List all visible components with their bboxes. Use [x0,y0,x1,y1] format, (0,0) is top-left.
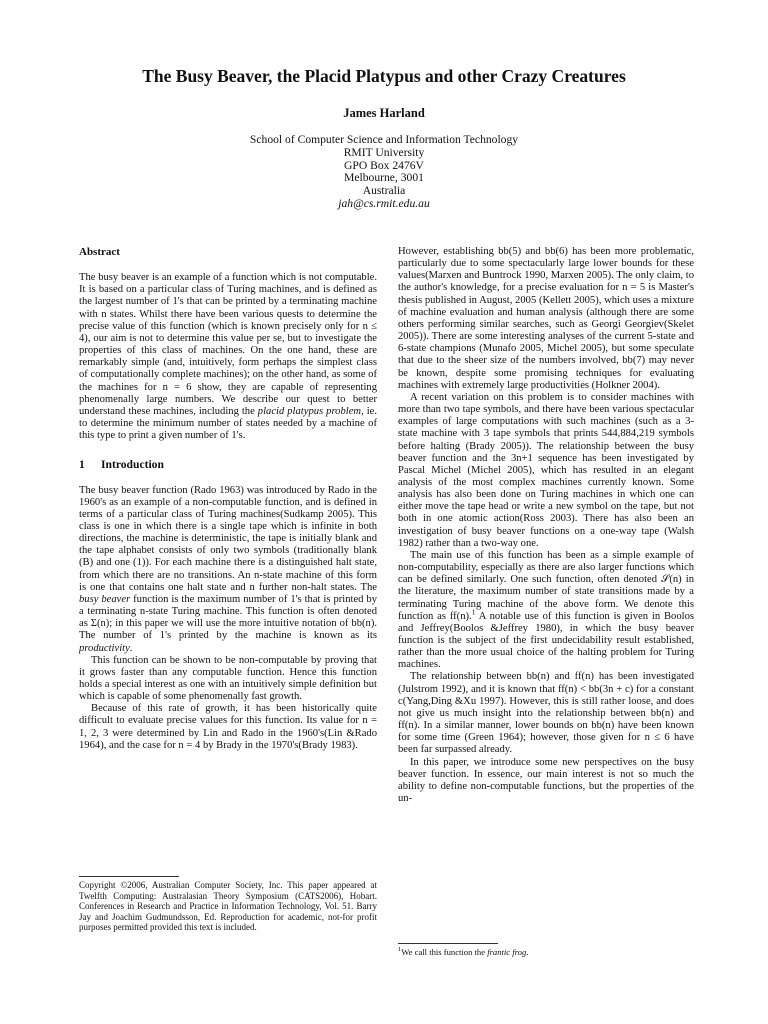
copyright-rule [79,876,179,877]
author-email[interactable]: jah@cs.rmit.edu.au [338,196,430,210]
right-paragraph-3 [398,550,694,672]
emphasis-productivity: productivity [79,642,130,654]
author-name: James Harland [343,106,425,120]
intro-paragraph-1 [79,485,377,655]
footnote-text: We call this function the [401,947,488,957]
body-text: function is the maximum number of 1's that is printed by a terminating n-state Turing machine. This function is often denoted as Σ(n); in this paper we will use the more intuitive notation of bb(n). The number of 1's printed by the machine is known as its [79,593,377,642]
right-paragraph-5: In this paper, we introduce some new perspectives on the busy beaver function. In essence, our main interest is not so much the ability to define non-computable functions, but the properties of the un- [398,756,694,805]
body-text: The busy beaver function (Rado 1963) was introduced by Rado in the 1960's as an example of a non-computable function, and is defined in terms of a particular class of Turing machines(Sudkamp 2005). This class is one in which there is a single tape which is infinite in both directions, the machine is deterministic, the tape is initially blank and the tape alphabet consists of only two symbols (traditionally blank (B) and one (1)). For each machine there is a distinguished halt state, from which there are no transitions. An n-state machine of this form is one that contains one halt state and n further non-halt states. The [79,484,377,593]
emphasis-busy-beaver: busy beaver [79,593,131,605]
affiliation-university: RMIT University [343,145,425,159]
affiliation-school: School of Computer Science and Information Technology [249,133,519,146]
section-title: Introduction [101,458,164,472]
right-paragraph-2: A recent variation on this problem is to consider machines with more than two tape symbols, and there have been various spectacular examples of large computations with such machines (such as a 3-state machine with 3 tape symbols that prints 544,884,219 symbols before halting (Brady 2005)). The relationship between the busy beaver function and the 3n+1 sequence has been investigated by Pascal Michel (Michel 2005), which has resulted in an elegant analysis of the most complex machines currently known. Some analysis has also been done on Turing machines in which one can either move the tape head or write a new symbol on the tape, but not both in one atomic action(Ross 2003). There has also been an investigation of busy beaver functions on a one-way tape (Walsh 1982) rather than a two-way one. [398,391,694,549]
intro-paragraph-2: This function can be shown to be non-computable by proving that it grows faster than any computable function. Hence this function holds a special interest as one with an intuitively simple definition but which is capable of some phenomenally fast growth. [79,654,377,703]
left-column [79,246,377,752]
footnote-marker[interactable]: 1 [471,607,476,617]
affiliation-country: Australia [362,184,406,198]
abstract-paragraph [79,272,377,442]
right-column [398,246,694,805]
body-text: . [129,642,133,654]
paper-title: The Busy Beaver, the Placid Platypus and other Crazy Creatures [142,66,626,86]
footnote-emphasis: frantic frog [487,947,527,957]
abstract-heading: Abstract [79,246,120,258]
affiliation-city: Melbourne, 3001 [344,171,424,185]
abstract-text-part: The busy beaver is an example of a function which is not computable. It is based on a particular class of Turing machines, and is defined as the largest number of 1's that can be printed by a terminating machine with n states. Whilst there have been various quests to determine the precise value of this function (which is known precisely only for n ≤ 4), our aim is not to determine this value per se, but to investigate the properties of this class of machines. On the one hand, these are remarkably simple (and, intuitively, form perhaps the simplest class of computationally complete machines); on the other hand, as some of the machines for n = 6 show, they are capable of representing phenomenally large numbers. We describe our quest to better understand these machines, including the [79,272,378,417]
section-heading [79,459,377,471]
copyright-notice: Copyright ©2006, Australian Computer Society, Inc. This paper appeared at Twelfth Computing: Australasian Theory Symposium (CATS2006), Hobart. Conferences in Research and Practice in Information Technology, Vol. 51. Barry Jay and Joachim Gudmundsson, Ed. Reproduction for academic, not-for profit purposes permitted provided this text is included. [79,880,377,933]
footnote-end: . [526,947,529,957]
affiliation-block [0,134,768,211]
abstract-emphasis: placid platypus problem [257,405,362,417]
body-text: The main use of this function has been as a simple example of non-computability, especially as there are also larger functions which can be defined similarly. One such function, often denoted 𝒮(n) in the literature, the maximum number of state transitions made by a terminating Turing machine of the above form. We denote this function as ff(n). [398,549,694,622]
footnote [398,947,694,957]
abstract-text-part: , ie. to determine the minimum number of states needed by a machine of this type to print a given number of 1's. [79,405,378,442]
right-paragraph-4: The relationship between bb(n) and ff(n) has been investigated (Julstrom 1992), and it is known that ff(n) < bb(3n + c) for a constant c(Yang,Ding &Xu 1997). However, this is still rather loose, and does not give us much insight into the relationship between bb(n) and ff(n). In a similar manner, lower bounds on bb(n) have been known for some time (Green 1964); however, those given for n ≤ 6 have been far surpassed already. [398,671,694,756]
intro-paragraph-3: Because of this rate of growth, it has been historically quite difficult to evaluate precise values for this function. Its value for n = 1, 2, 3 were determined by Lin and Rado in the 1960's(Lin &Rado 1964), and the case for n = 4 by Brady in the 1970's(Brady 1983). [79,703,377,751]
section-number: 1 [79,458,85,472]
affiliation-po-box: GPO Box 2476V [344,158,424,172]
footnote-number: 1 [398,946,402,954]
right-paragraph-1: However, establishing bb(5) and bb(6) has been more problematic, particularly due to some spectacularly large lower bounds for these values(Marxen and Buntrock 1990, Marxen 2005). The only claim, to the author's knowledge, for a precise evaluation for n = 5 is Master's thesis published in August, 2005 (Kellett 2005), which uses a mixture of machine evaluation and human analysis (although there are some others performing similar searches, such as Georgi Georgiev(Skelet 2005)). There are some interesting analyses of the current 5-state and 6-state champions (Munafo 2005, Michel 2005), but some speculate that due to the sheer size of the numbers involved, bb(7) may never be known, despite some promising techniques for evaluating machines with extremely large productivities (Holkner 2004). [398,246,694,391]
footnote-rule [398,943,498,944]
body-text: A notable use of this function is given in Boolos and Jeffrey(Boolos &Jeffrey 1980), in which the busy beaver function is the subject of the first undecidability result established, rather than the more usual choice of the halting problem for Turing machines. [398,610,694,671]
